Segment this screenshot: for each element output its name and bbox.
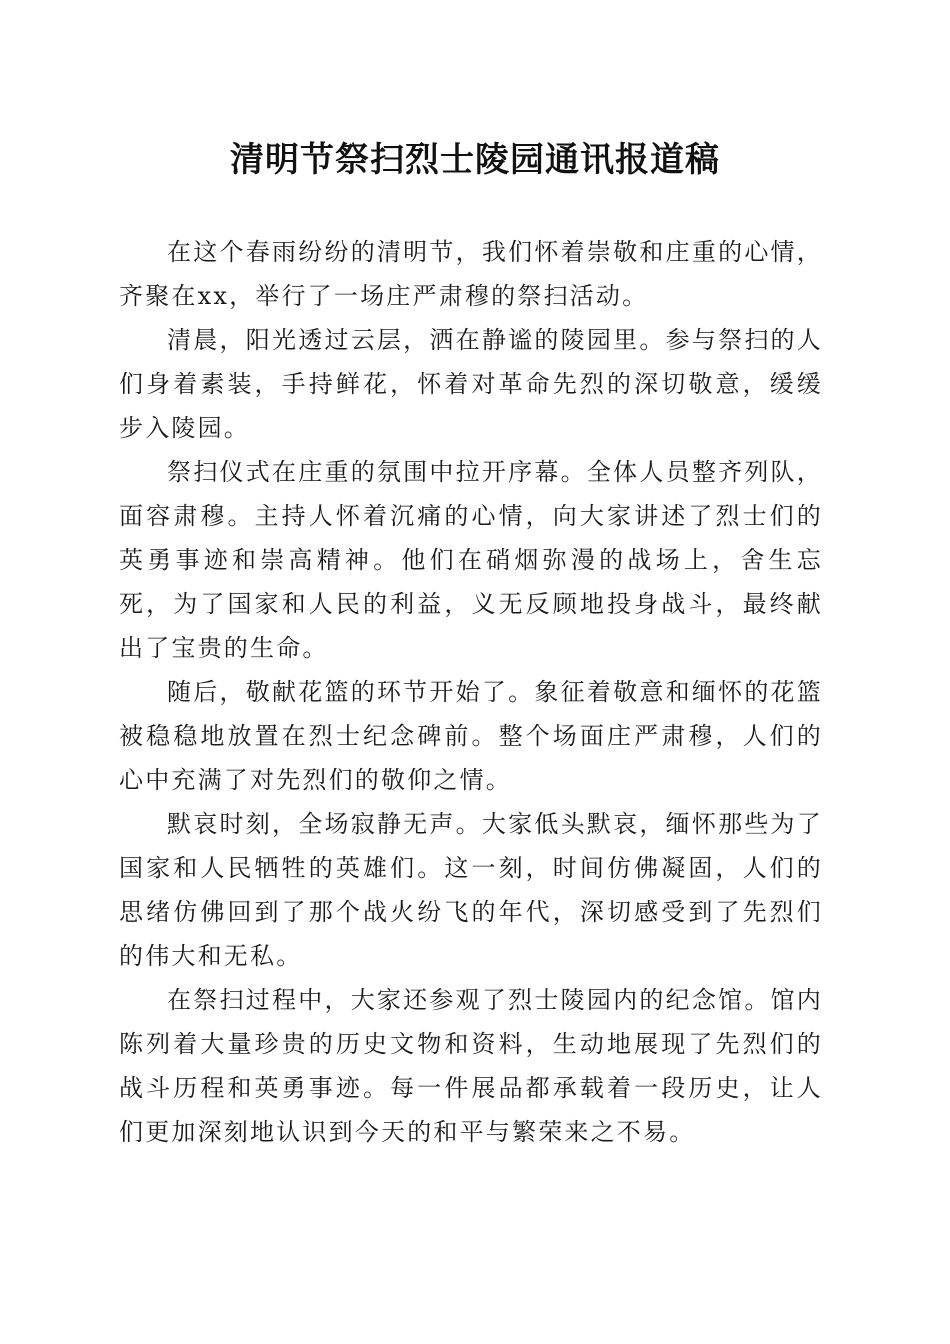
document-title: 清明节祭扫烈士陵园通讯报道稿 <box>230 140 720 180</box>
paragraph: 在祭扫过程中，大家还参观了烈士陵园内的纪念馆。馆内陈列着大量珍贵的历史文物和资料，生动地展现了先烈们的战斗历程和英勇事迹。每一件展品都承载着一段历史，让人们更加深刻地认识到今天的和平与繁荣来之不易。 <box>119 986 823 1146</box>
paragraph: 清晨，阳光透过云层，洒在静谧的陵园里。参与祭扫的人们身着素装，手持鲜花，怀着对革命先烈的深切敬意，缓缓步入陵园。 <box>119 326 823 442</box>
paragraph: 默哀时刻，全场寂静无声。大家低头默哀，缅怀那些为了国家和人民牺牲的英雄们。这一刻，时间仿佛凝固，人们的思绪仿佛回到了那个战火纷飞的年代，深切感受到了先烈们的伟大和无私。 <box>119 810 823 970</box>
paragraph: 在这个春雨纷纷的清明节，我们怀着崇敬和庄重的心情，齐聚在xx，举行了一场庄严肃穆的祭扫活动。 <box>119 238 823 310</box>
paragraph: 祭扫仪式在庄重的氛围中拉开序幕。全体人员整齐列队，面容肃穆。主持人怀着沉痛的心情，向大家讲述了烈士们的英勇事迹和崇高精神。他们在硝烟弥漫的战场上，舍生忘死，为了国家和人民的利益，义无反顾地投身战斗，最终献出了宝贵的生命。 <box>119 458 823 662</box>
document-body <box>119 230 823 1154</box>
paragraph: 随后，敬献花篮的环节开始了。象征着敬意和缅怀的花篮被稳稳地放置在烈士纪念碑前。整个场面庄严肃穆，人们的心中充满了对先烈们的敬仰之情。 <box>119 678 823 794</box>
